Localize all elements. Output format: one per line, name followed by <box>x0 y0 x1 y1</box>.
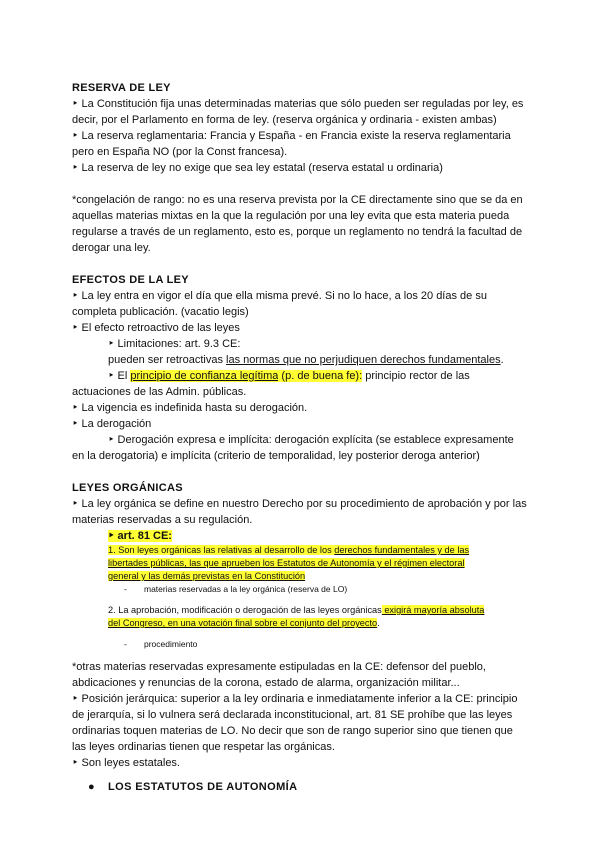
heading-reserva-de-ley: RESERVA DE LEY <box>72 82 171 94</box>
article-81-paragraph-2: 2. La aprobación, modificación o derogación de las leyes orgánicas exigirá mayoría absoluta del Congreso, en una votación final sobre el conjunto del proyecto. <box>108 605 485 628</box>
article-heading: ‣ art. 81 CE: <box>108 530 172 542</box>
text-line: ‣ La reserva reglamentaria: Francia y España - en Francia existe la reserva reglamentaria <box>72 130 511 142</box>
text-line: aquellas materias mixtas en la que la regulación por una ley evita que esta materia pueda <box>72 210 510 222</box>
highlighted-text: (p. de buena fe): <box>278 370 363 382</box>
highlighted-text: principio de confianza legítima <box>130 370 279 382</box>
text-line: ordinarias toquen materias de LO. No decir que son de rango superior sino que tienen que <box>72 725 513 737</box>
text-line: ‣ Son leyes estatales. <box>72 757 180 769</box>
text-line: ‣ El principio de confianza legítima (p. de buena fe): principio rector de las <box>108 370 470 382</box>
text-line: de jerarquía, si lo vulnera será declarada inconstitucional, art. 81 SE prohíbe que las leyes <box>72 709 513 721</box>
text-line: ‣ La ley orgánica se define en nuestro Derecho por su procedimiento de aprobación y por las <box>72 498 527 510</box>
text-line: decir, por el Parlamento en forma de ley. (reserva orgánica y ordinaria - existen ambas) <box>72 114 497 126</box>
text-line: materias reservadas a su regulación. <box>72 514 253 526</box>
text-line: regularse a través de un reglamento, esto es, porque un reglamento no tendrá la facultad de <box>72 226 523 238</box>
text-line: completa publicación. (vacatio legis) <box>72 306 249 318</box>
dash-item: - materias reservadas a la ley orgánica (reserva de LO) <box>124 584 348 594</box>
underlined-text: las normas que no perjudiquen derechos fundamentales <box>226 354 501 366</box>
heading-estatutos-de-autonomia: ● LOS ESTATUTOS DE AUTONOMÍA <box>88 781 298 793</box>
text-line: *congelación de rango: no es una reserva prevista por la CE directamente sino que se da en <box>72 194 523 206</box>
text-line: ‣ La Constitución fija unas determinadas materias que sólo pueden ser reguladas por ley, es <box>72 98 524 110</box>
heading-leyes-organicas: LEYES ORGÁNICAS <box>72 482 183 494</box>
text-line: derogar una ley. <box>72 242 151 254</box>
text-line: en la derogatoria) e implícita (criterio de temporalidad, ley posterior deroga anterior) <box>72 450 480 462</box>
bullet-icon: ● <box>88 781 96 793</box>
text-line: abdicaciones y renuncias de la corona, estado de alarma, organización militar... <box>72 677 460 689</box>
text-line: ‣ La vigencia es indefinida hasta su derogación. <box>72 402 308 414</box>
text-line: actuaciones de las Admin. públicas. <box>72 386 247 398</box>
text-line: ‣ La ley entra en vigor el día que ella misma prevé. Si no lo hace, a los 20 días de su <box>72 290 487 302</box>
text-line: las leyes ordinarias tienen que respetar las orgánicas. <box>72 741 335 753</box>
heading-efectos-de-la-ley: EFECTOS DE LA LEY <box>72 274 189 286</box>
text-line: ‣ Posición jerárquica: superior a la ley ordinaria e inmediatamente inferior a la CE: principio <box>72 693 518 705</box>
text-line: ‣ Derogación expresa e implícita: derogación explícita (se establece expresamente <box>108 434 514 446</box>
text-line: pueden ser retroactivas las normas que no perjudiquen derechos fundamentales. <box>108 354 504 366</box>
text-line: pero en España NO (por la Const francesa). <box>72 146 288 158</box>
dash-item: - procedimiento <box>124 639 198 649</box>
text-line: ‣ El efecto retroactivo de las leyes <box>72 322 240 334</box>
text-line: ‣ Limitaciones: art. 9.3 CE: <box>108 338 241 350</box>
text-line: *otras materias reservadas expresamente estipuladas en la CE: defensor del pueblo, <box>72 661 486 673</box>
text-line: ‣ La derogación <box>72 418 152 430</box>
document-page <box>72 80 534 795</box>
article-81-paragraph-1: 1. Son leyes orgánicas las relativas al desarrollo de los derechos fundamentales y de las libertades públicas, las que aprueben los Estatutos de Autonomía y el régimen electoral general y las demás previstas en la Constitución <box>108 545 470 581</box>
text-line: ‣ La reserva de ley no exige que sea ley estatal (reserva estatal u ordinaria) <box>72 162 443 174</box>
